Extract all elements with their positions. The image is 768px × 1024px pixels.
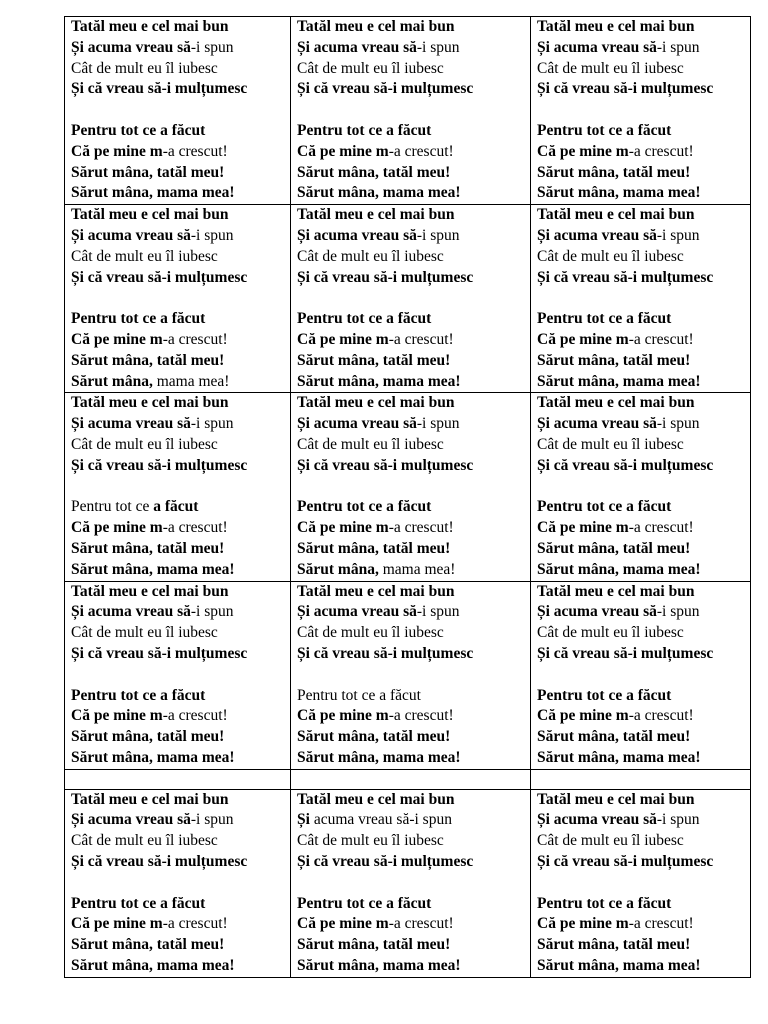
empty-cell	[65, 769, 291, 789]
card-row	[65, 789, 751, 977]
poem-line: Sărut mâna, mama mea!	[297, 748, 461, 766]
poem-line: Cât de mult eu îl iubesc	[71, 435, 218, 453]
poem-line: Că pe mine m-a crescut!	[71, 915, 228, 933]
verse-gap	[297, 477, 530, 498]
poem-line: Și acuma vreau să-i spun	[537, 603, 700, 621]
poem-line: Pentru tot ce a făcut	[537, 686, 672, 704]
poem-line: Și acuma vreau să-i spun	[537, 415, 700, 433]
poem-line: Și că vreau să-i mulțumesc	[71, 644, 248, 662]
poem-line: Și acuma vreau să-i spun	[537, 226, 700, 244]
verse-gap	[71, 477, 290, 498]
poem-line: Sărut mâna, tatăl meu!	[297, 728, 451, 746]
poem-line: Și acuma vreau să-i spun	[537, 811, 700, 829]
poem-line: Cât de mult eu îl iubesc	[297, 435, 444, 453]
poem-line: Sărut mâna, mama mea!	[71, 372, 230, 390]
verse-gap	[297, 100, 530, 121]
poem-line: Sărut mâna, tatăl meu!	[537, 351, 691, 369]
verse-gap	[71, 665, 290, 686]
poem-line: Sărut mâna, tatăl meu!	[297, 163, 451, 181]
poem-line: Sărut mâna, tatăl meu!	[537, 539, 691, 557]
poem-card	[291, 789, 531, 977]
poem-line: Și că vreau să-i mulțumesc	[71, 268, 248, 286]
poem-line: Și că vreau să-i mulțumesc	[297, 268, 474, 286]
verse-gap	[71, 288, 290, 309]
poem-line: Și că vreau să-i mulțumesc	[71, 80, 248, 98]
poem-line: Sărut mâna, tatăl meu!	[71, 728, 225, 746]
poem-line: Și că vreau să-i mulțumesc	[537, 853, 714, 871]
poem-line: Cât de mult eu îl iubesc	[71, 624, 218, 642]
poem-line: Cât de mult eu îl iubesc	[537, 247, 684, 265]
poem-line: Cât de mult eu îl iubesc	[71, 59, 218, 77]
poem-line: Și că vreau să-i mulțumesc	[297, 644, 474, 662]
poem-line: Și acuma vreau să-i spun	[71, 38, 234, 56]
poem-line: Și că vreau să-i mulțumesc	[297, 853, 474, 871]
verse-gap	[537, 100, 750, 121]
poem-line: Tatăl meu e cel mai bun	[71, 18, 229, 35]
poem-line: Sărut mâna, mama mea!	[537, 748, 701, 766]
poem-line: Pentru tot ce a făcut	[297, 121, 432, 139]
poem-line: Cât de mult eu îl iubesc	[71, 832, 218, 850]
poem-line: Că pe mine m-a crescut!	[297, 142, 454, 160]
poem-line: Cât de mult eu îl iubesc	[297, 624, 444, 642]
poem-line: Și acuma vreau să-i spun	[297, 415, 460, 433]
poem-line: Sărut mâna, mama mea!	[71, 957, 235, 975]
poem-card	[531, 393, 751, 581]
poem-line: Și că vreau să-i mulțumesc	[537, 456, 714, 474]
empty-cell	[531, 769, 751, 789]
poem-line: Tatăl meu e cel mai bun	[537, 394, 695, 412]
poem-card	[65, 789, 291, 977]
poem-line: Tatăl meu e cel mai bun	[297, 394, 455, 412]
poem-card	[291, 205, 531, 393]
poem-line: Pentru tot ce a făcut	[537, 894, 672, 912]
poem-line: Sărut mâna, mama mea!	[537, 372, 701, 390]
poem-line: Pentru tot ce a făcut	[297, 310, 432, 328]
poem-line: Tatăl meu e cel mai bun	[71, 790, 229, 808]
poem-line: Și acuma vreau să-i spun	[71, 603, 234, 621]
poem-line: Sărut mâna, tatăl meu!	[297, 539, 451, 557]
poem-card	[531, 789, 751, 977]
poem-line: Și acuma vreau să-i spun	[297, 38, 460, 56]
poem-line: Tatăl meu e cel mai bun	[537, 790, 695, 808]
poem-line: Că pe mine m-a crescut!	[71, 330, 228, 348]
poem-line: Cât de mult eu îl iubesc	[71, 247, 218, 265]
poem-line: Cât de mult eu îl iubesc	[537, 832, 684, 850]
poem-line: Pentru tot ce a făcut	[297, 894, 432, 912]
verse-gap	[537, 873, 750, 894]
poem-line: Că pe mine m-a crescut!	[537, 707, 694, 725]
poem-line: Pentru tot ce a făcut	[537, 121, 672, 139]
poem-line: Sărut mâna, tatăl meu!	[297, 936, 451, 954]
poem-line: Și acuma vreau să-i spun	[537, 38, 700, 56]
poem-line: Sărut mâna, mama mea!	[297, 184, 461, 202]
poem-line: Și că vreau să-i mulțumesc	[71, 456, 248, 474]
poem-card-grid	[64, 16, 751, 978]
card-row	[65, 17, 751, 205]
poem-card	[531, 581, 751, 769]
spacer-row	[65, 769, 751, 789]
poem-line: Sărut mâna, mama mea!	[537, 560, 701, 578]
poem-line: Sărut mâna, mama mea!	[297, 957, 461, 975]
poem-line: Și acuma vreau să-i spun	[297, 811, 452, 829]
poem-line: Tatăl meu e cel mai bun	[71, 206, 229, 224]
poem-line: Că pe mine m-a crescut!	[71, 707, 228, 725]
poem-line: Sărut mâna, tatăl meu!	[71, 351, 225, 369]
poem-line: Și acuma vreau să-i spun	[71, 226, 234, 244]
poem-line: Că pe mine m-a crescut!	[297, 519, 454, 537]
poem-line: Și că vreau să-i mulțumesc	[537, 644, 714, 662]
poem-line: Cât de mult eu îl iubesc	[297, 59, 444, 77]
poem-line: Sărut mâna, tatăl meu!	[537, 163, 691, 181]
poem-line: Pentru tot ce a făcut	[71, 121, 206, 139]
poem-line: Sărut mâna, mama mea!	[297, 372, 461, 390]
poem-line: Sărut mâna, mama mea!	[71, 748, 235, 766]
poem-line: Cât de mult eu îl iubesc	[537, 59, 684, 77]
poem-line: Pentru tot ce a făcut	[71, 894, 206, 912]
verse-gap	[71, 873, 290, 894]
poem-line: Și acuma vreau să-i spun	[71, 811, 234, 829]
poem-line: Că pe mine m-a crescut!	[537, 142, 694, 160]
poem-line: Tatăl meu e cel mai bun	[297, 582, 455, 600]
verse-gap	[297, 665, 530, 686]
poem-card	[65, 393, 291, 581]
poem-line: Cât de mult eu îl iubesc	[297, 832, 444, 850]
poem-line: Tatăl meu e cel mai bun	[537, 582, 695, 600]
poem-line: Că pe mine m-a crescut!	[537, 915, 694, 933]
poem-line: Sărut mâna, tatăl meu!	[537, 936, 691, 954]
poem-line: Că pe mine m-a crescut!	[537, 330, 694, 348]
poem-line: Tatăl meu e cel mai bun	[297, 18, 455, 35]
poem-line: Sărut mâna, tatăl meu!	[71, 163, 225, 181]
card-row	[65, 393, 751, 581]
poem-line: Și că vreau să-i mulțumesc	[297, 80, 474, 98]
poem-line: Pentru tot ce a făcut	[537, 498, 672, 516]
verse-gap	[297, 288, 530, 309]
verse-gap	[297, 873, 530, 894]
verse-gap	[71, 100, 290, 121]
poem-line: Sărut mâna, mama mea!	[297, 560, 456, 578]
poem-line: Pentru tot ce a făcut	[71, 310, 206, 328]
poem-line: Sărut mâna, tatăl meu!	[537, 728, 691, 746]
poem-line: Tatăl meu e cel mai bun	[297, 206, 455, 224]
empty-cell	[291, 769, 531, 789]
poem-line: Pentru tot ce a făcut	[71, 686, 206, 704]
card-row	[65, 581, 751, 769]
poem-line: Pentru tot ce a făcut	[297, 686, 421, 704]
poem-line: Că pe mine m-a crescut!	[297, 330, 454, 348]
poem-line: Cât de mult eu îl iubesc	[537, 435, 684, 453]
poem-card	[531, 17, 751, 205]
poem-line: Că pe mine m-a crescut!	[71, 519, 228, 537]
poem-line: Că pe mine m-a crescut!	[297, 707, 454, 725]
poem-card	[65, 581, 291, 769]
poem-line: Și acuma vreau să-i spun	[71, 415, 234, 433]
poem-line: Că pe mine m-a crescut!	[71, 142, 228, 160]
poem-line: Tatăl meu e cel mai bun	[297, 790, 455, 808]
poem-line: Sărut mâna, mama mea!	[537, 184, 701, 202]
poem-sheet	[64, 16, 750, 978]
poem-line: Și că vreau să-i mulțumesc	[537, 268, 714, 286]
poem-line: Și acuma vreau să-i spun	[297, 226, 460, 244]
poem-line: Cât de mult eu îl iubesc	[297, 247, 444, 265]
poem-line: Și că vreau să-i mulțumesc	[537, 80, 714, 98]
poem-line: Sărut mâna, mama mea!	[71, 184, 235, 202]
poem-line: Pentru tot ce a făcut	[297, 498, 432, 516]
poem-line: Sărut mâna, tatăl meu!	[297, 351, 451, 369]
poem-line: Tatăl meu e cel mai bun	[537, 206, 695, 224]
poem-card	[65, 205, 291, 393]
poem-line: Și acuma vreau să-i spun	[297, 603, 460, 621]
poem-line: Și că vreau să-i mulțumesc	[297, 456, 474, 474]
poem-line: Pentru tot ce a făcut	[71, 498, 199, 516]
poem-card	[65, 17, 291, 205]
poem-line: Tatăl meu e cel mai bun	[71, 582, 229, 600]
verse-gap	[537, 665, 750, 686]
poem-line: Tatăl meu e cel mai bun	[537, 18, 695, 35]
poem-card	[291, 393, 531, 581]
poem-line: Sărut mâna, tatăl meu!	[71, 539, 225, 557]
poem-line: Tatăl meu e cel mai bun	[71, 394, 229, 412]
poem-line: Că pe mine m-a crescut!	[297, 915, 454, 933]
poem-line: Pentru tot ce a făcut	[537, 310, 672, 328]
poem-line: Sărut mâna, mama mea!	[537, 957, 701, 975]
poem-line: Sărut mâna, tatăl meu!	[71, 936, 225, 954]
poem-line: Cât de mult eu îl iubesc	[537, 624, 684, 642]
poem-card	[291, 581, 531, 769]
verse-gap	[537, 477, 750, 498]
verse-gap	[537, 288, 750, 309]
poem-card	[291, 17, 531, 205]
poem-line: Că pe mine m-a crescut!	[537, 519, 694, 537]
card-row	[65, 205, 751, 393]
poem-card	[531, 205, 751, 393]
poem-line: Și că vreau să-i mulțumesc	[71, 853, 248, 871]
poem-line: Sărut mâna, mama mea!	[71, 560, 235, 578]
